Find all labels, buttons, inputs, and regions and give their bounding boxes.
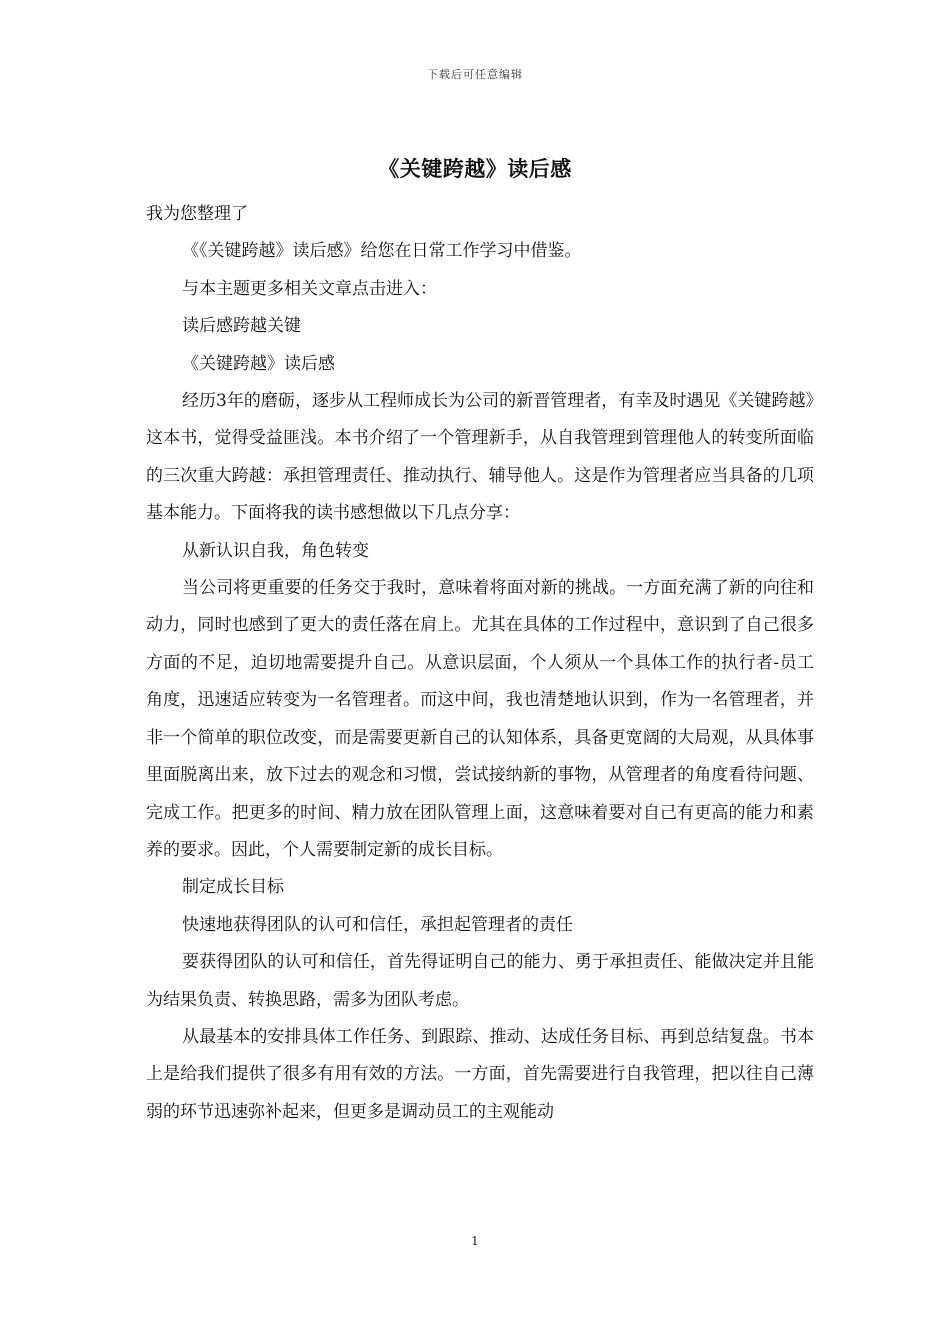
paragraph-8: 当公司将更重要的任务交于我时，意味着将面对新的挑战。一方面充满了新的向往和动力，同时也感到了更大的责任落在肩上。尤其在具体的工作过程中，意识到了自己很多方面的不足，迫切地需要提升自己。从意识层面，个人须从一个具体工作的执行者-员工角度，迅速适应转变为一名管理者。而这中间，我也清楚地认识到，作为一名管理者，并非一个简单的职位改变，而是需要更新自己的认知体系，具备更宽阔的大局观，从具体事里面脱离出来，放下过去的观念和习惯，尝试接纳新的事物，从管理者的角度看待问题、完成工作。把更多的时间、精力放在团队管理上面，这意味着要对自己有更高的能力和素养的要求。因此，个人需要制定新的成长目标。	[146, 578, 814, 860]
document-title: 《关键跨越》读后感	[378, 156, 572, 181]
paragraph-10: 快速地获得团队的认可和信任，承担起管理者的责任	[182, 914, 573, 935]
paragraph-4: 读后感跨越关键	[182, 316, 301, 337]
paragraph-5: 《关键跨越》读后感	[182, 353, 335, 374]
paragraph-9: 制定成长目标	[182, 877, 284, 898]
paragraph-1: 我为您整理了	[146, 204, 248, 224]
paragraph-12: 从最基本的安排具体工作任务、到跟踪、推动、达成任务目标、再到总结复盘。书本上是给我们提供了很多有用有效的方法。一方面，首先需要进行自我管理，把以往自己薄弱的环节迅速弥补起来，但更多是调动员工的主观能动	[146, 1026, 814, 1122]
document-body	[146, 196, 814, 1131]
header-note: 下载后可任意编辑	[427, 68, 523, 81]
paragraph-11: 要获得团队的认可和信任，首先得证明自己的能力、勇于承担责任、能做决定并且能为结果负责、转换思路，需多为团队考虑。	[146, 952, 814, 1010]
paragraph-3: 与本主题更多相关文章点击进入：	[182, 278, 437, 299]
paragraph-7: 从新认识自我，角色转变	[182, 540, 369, 561]
paragraph-2: 《《关键跨越》读后感》给您在日常工作学习中借鉴。	[182, 241, 582, 262]
paragraph-6: 经历3年的磨砺，逐步从工程师成长为公司的新晋管理者，有幸及时遇见《关键跨越》这本书，觉得受益匪浅。本书介绍了一个管理新手，从自我管理到管理他人的转变所面临的三次重大跨越：承担管理责任、推动执行、辅导他人。这是作为管理者应当具备的几项基本能力。下面将我的读书感想做以下几点分享：	[146, 391, 814, 524]
page-number: 1	[471, 1234, 479, 1248]
